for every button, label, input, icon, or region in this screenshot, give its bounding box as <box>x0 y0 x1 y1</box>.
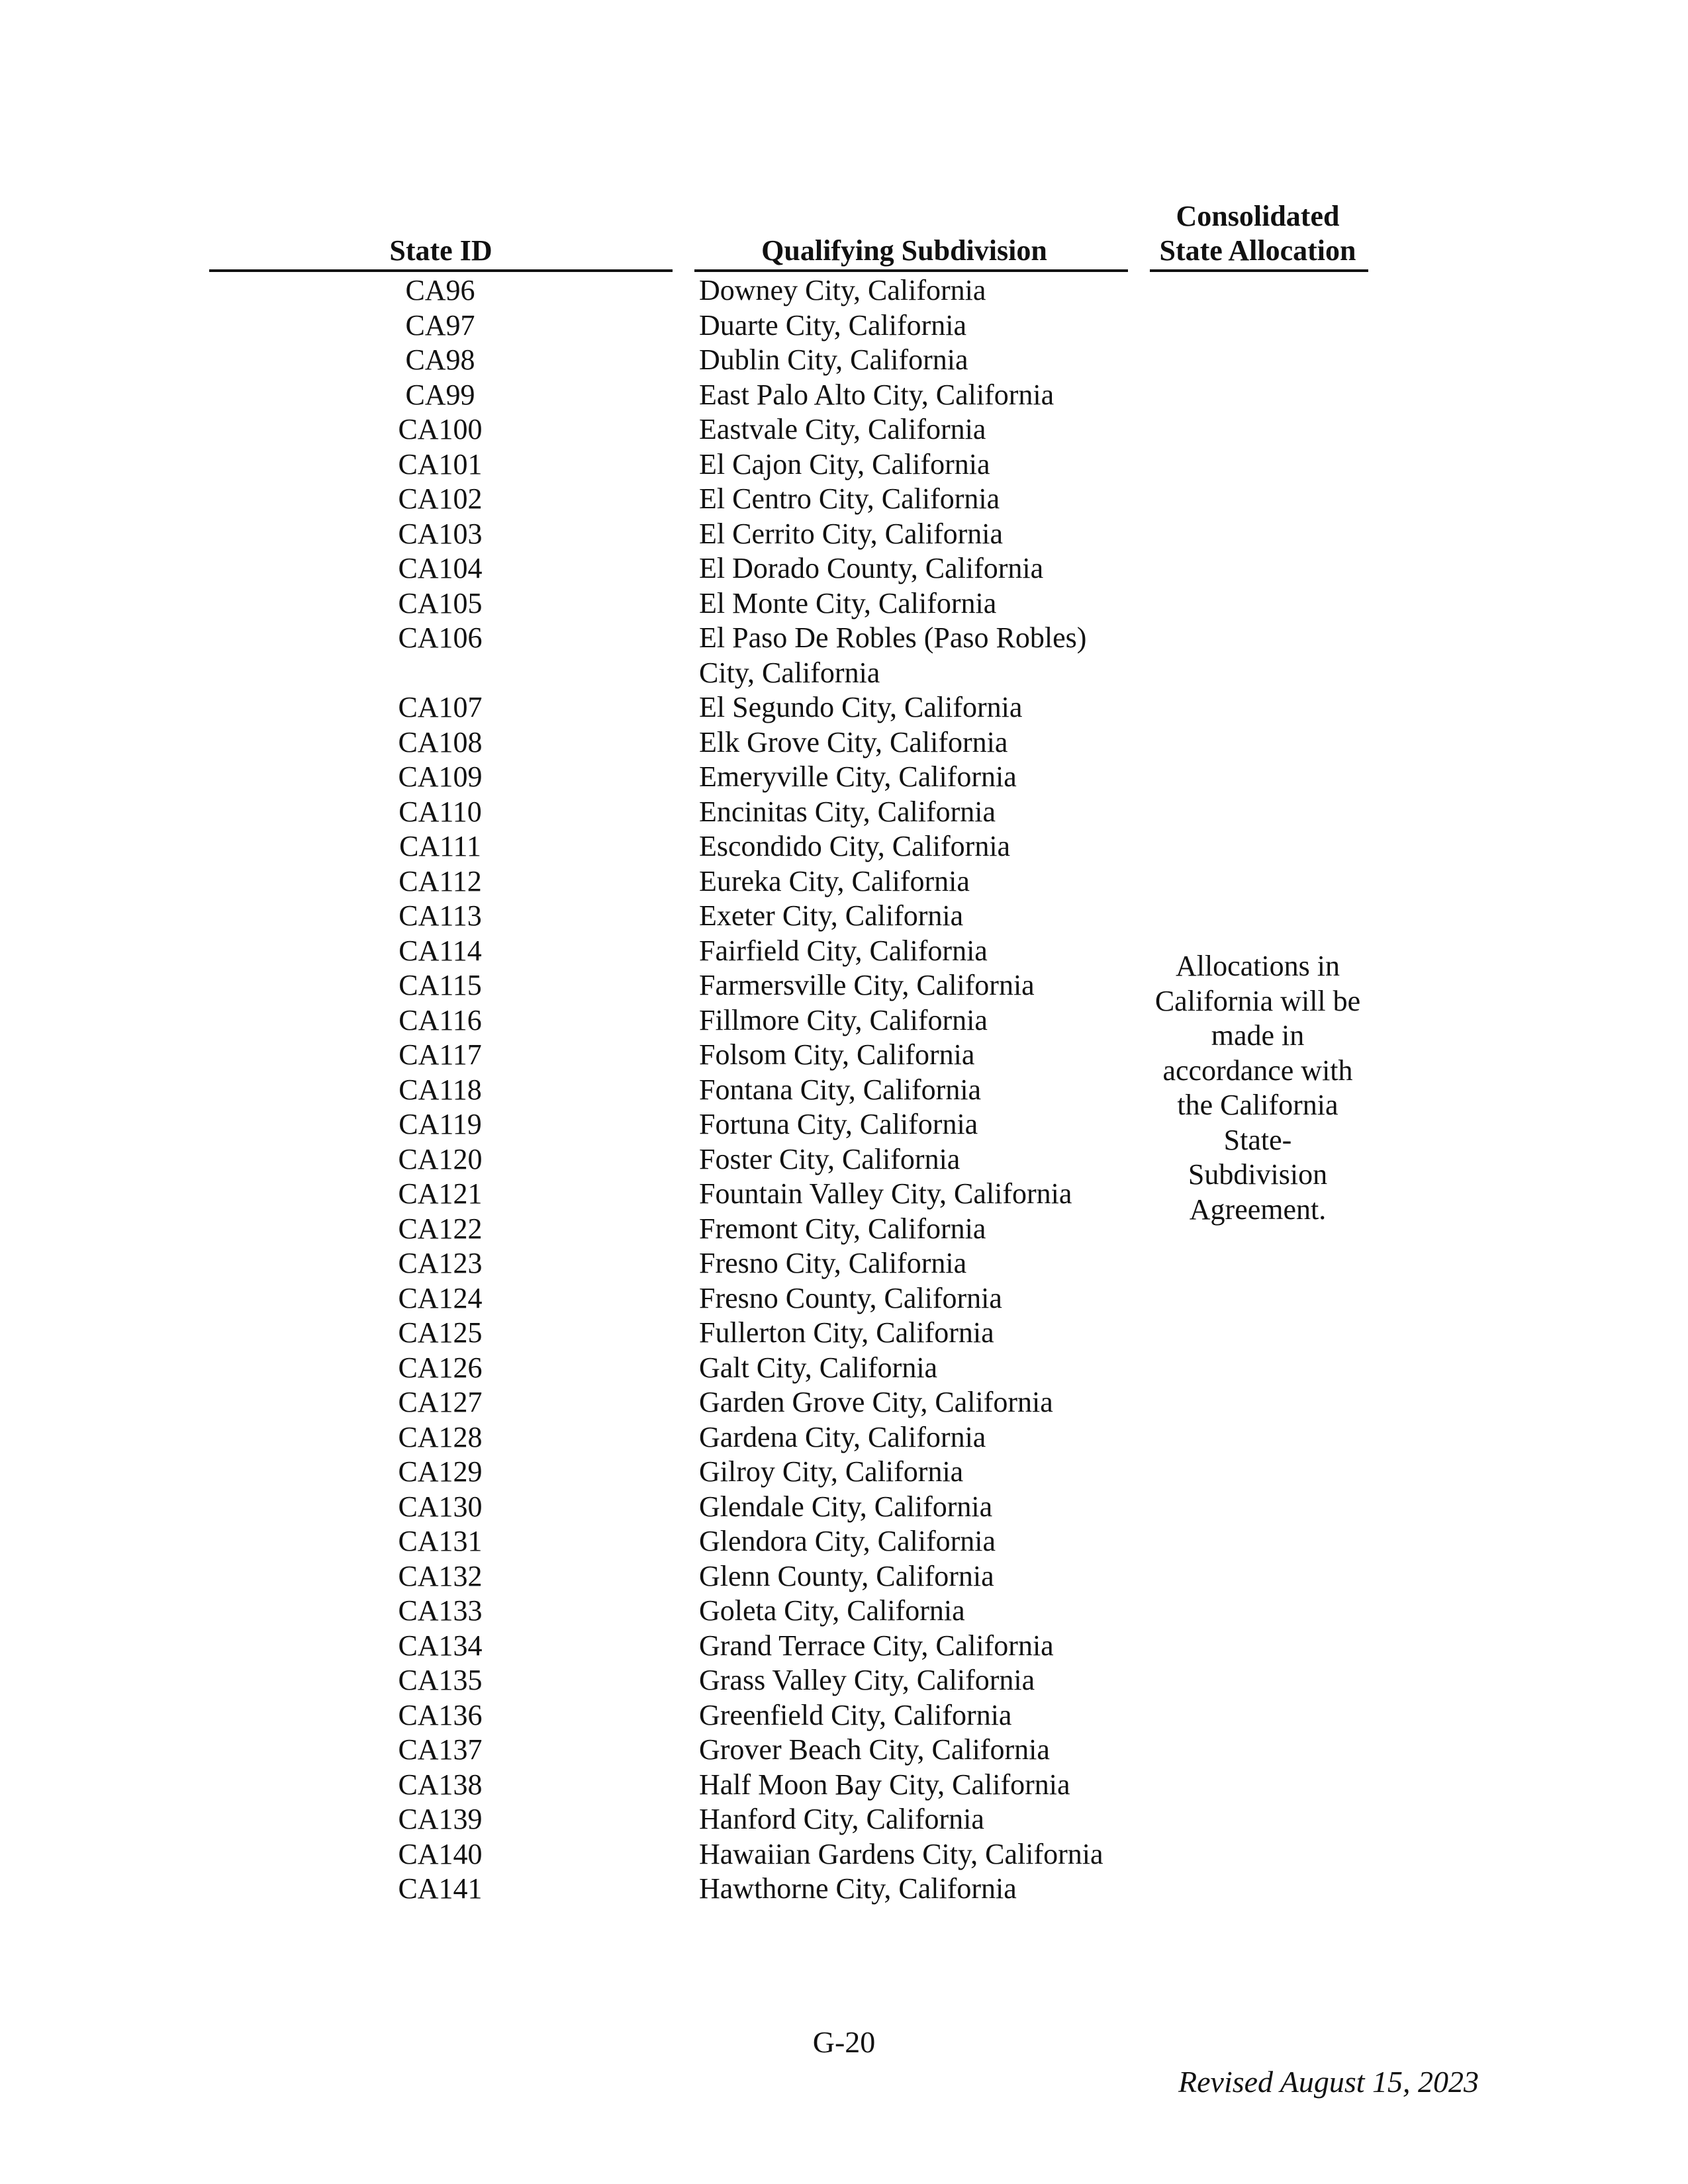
subdivision-cell: Hanford City, California <box>699 1803 984 1835</box>
allocation-note <box>1145 949 1370 1227</box>
table-row <box>0 273 1688 308</box>
allocation-note-line: Agreement. <box>1189 1193 1327 1226</box>
state-id-cell: CA132 <box>398 1559 483 1592</box>
table-row <box>0 829 1688 864</box>
allocation-note-line: California will be <box>1154 984 1361 1017</box>
subdivision-cell: El Centro City, California <box>699 482 1000 515</box>
subdivision-cell: Dublin City, California <box>699 343 968 376</box>
subdivision-cell: Hawaiian Gardens City, California <box>699 1837 1103 1870</box>
state-id-cell: CA115 <box>399 969 482 1001</box>
table-row <box>0 1802 1688 1837</box>
header-state-id: State ID <box>389 234 492 267</box>
table-row <box>0 1385 1688 1420</box>
subdivision-cell: Foster City, California <box>699 1142 961 1175</box>
table-row <box>0 1559 1688 1594</box>
state-id-cell: CA116 <box>399 1003 482 1036</box>
table-row <box>0 968 1688 1003</box>
table-row <box>0 864 1688 899</box>
table-row <box>0 934 1688 969</box>
subdivision-cell: Exeter City, California <box>699 899 964 932</box>
state-id-cell: CA127 <box>398 1386 483 1418</box>
allocation-note-line: State- <box>1223 1123 1292 1156</box>
state-id-cell: CA128 <box>398 1420 483 1453</box>
table-row <box>0 1768 1688 1803</box>
header-allocation-line-1: Consolidated <box>1176 200 1340 232</box>
table-row <box>0 378 1688 413</box>
header-qualifying-subdivision: Qualifying Subdivision <box>761 234 1047 267</box>
state-id-cell: CA108 <box>398 725 483 758</box>
subdivision-cell: Folsom City, California <box>699 1038 975 1071</box>
table-row <box>0 447 1688 482</box>
state-id-cell: CA102 <box>398 482 483 515</box>
table-row <box>0 795 1688 830</box>
subdivision-cell: El Paso De Robles (Paso Robles) <box>699 621 1087 654</box>
table-row <box>0 621 1688 690</box>
subdivision-cell-continuation: City, California <box>699 656 880 689</box>
subdivision-cell: Farmersville City, California <box>699 969 1035 1001</box>
subdivision-cell: Fountain Valley City, California <box>699 1177 1072 1210</box>
state-id-cell: CA114 <box>399 934 482 967</box>
state-id-cell: CA96 <box>405 274 475 306</box>
subdivision-cell: Goleta City, California <box>699 1594 965 1627</box>
subdivision-cell: Half Moon Bay City, California <box>699 1768 1070 1801</box>
subdivision-cell: Garden Grove City, California <box>699 1386 1053 1418</box>
state-id-cell: CA104 <box>398 552 483 584</box>
subdivision-cell: Duarte City, California <box>699 308 967 341</box>
table-row <box>0 412 1688 447</box>
state-id-cell: CA100 <box>398 413 483 445</box>
state-id-cell: CA117 <box>399 1038 482 1071</box>
header-rule-allocation <box>1150 269 1368 272</box>
state-id-cell: CA141 <box>398 1872 483 1905</box>
table-row <box>0 1420 1688 1455</box>
table-row <box>0 690 1688 725</box>
state-id-cell: CA138 <box>398 1768 483 1801</box>
subdivision-cell: Fortuna City, California <box>699 1108 978 1140</box>
table-row <box>0 1490 1688 1525</box>
table-row <box>0 725 1688 760</box>
state-id-cell: CA112 <box>399 864 482 897</box>
subdivision-cell: Hawthorne City, California <box>699 1872 1017 1905</box>
state-id-cell: CA130 <box>398 1490 483 1523</box>
state-id-cell: CA121 <box>398 1177 483 1210</box>
subdivision-cell: Downey City, California <box>699 274 986 306</box>
table-row <box>0 1872 1688 1907</box>
state-id-cell: CA113 <box>399 899 482 932</box>
state-id-cell: CA139 <box>398 1803 483 1835</box>
table-row <box>0 1524 1688 1559</box>
table-row <box>0 1281 1688 1316</box>
table-row <box>0 1212 1688 1247</box>
allocation-note-line: accordance with <box>1162 1054 1353 1087</box>
allocation-note-line: the California <box>1177 1089 1338 1121</box>
subdivision-cell: Fillmore City, California <box>699 1003 988 1036</box>
subdivision-cell: Grand Terrace City, California <box>699 1629 1054 1662</box>
subdivision-cell: El Monte City, California <box>699 586 997 619</box>
state-id-cell: CA135 <box>398 1664 483 1696</box>
subdivision-cell: Greenfield City, California <box>699 1698 1012 1731</box>
state-id-cell: CA123 <box>398 1247 483 1279</box>
subdivision-cell: El Dorado County, California <box>699 552 1044 584</box>
state-id-cell: CA109 <box>398 760 483 793</box>
state-id-cell: CA124 <box>398 1281 483 1314</box>
table-row <box>0 1698 1688 1733</box>
subdivision-cell: Fresno County, California <box>699 1281 1002 1314</box>
revised-date: Revised August 15, 2023 <box>1178 2065 1479 2099</box>
allocation-note-line: made in <box>1211 1019 1305 1052</box>
state-id-cell: CA129 <box>398 1455 483 1488</box>
table-row <box>0 1455 1688 1490</box>
state-id-cell: CA110 <box>399 795 482 828</box>
subdivision-cell: East Palo Alto City, California <box>699 378 1055 411</box>
subdivision-cell: Glendora City, California <box>699 1525 996 1557</box>
subdivision-cell: Emeryville City, California <box>699 760 1017 793</box>
state-id-cell: CA137 <box>398 1733 483 1766</box>
table-row <box>0 760 1688 795</box>
state-id-cell: CA111 <box>399 830 481 862</box>
table-row <box>0 1837 1688 1872</box>
subdivision-cell: El Cajon City, California <box>699 447 990 480</box>
subdivision-cell: Galt City, California <box>699 1351 938 1384</box>
table-row <box>0 1629 1688 1664</box>
subdivision-cell: Eastvale City, California <box>699 413 986 445</box>
state-id-cell: CA98 <box>405 343 475 376</box>
state-id-cell: CA99 <box>405 378 475 411</box>
state-id-cell: CA122 <box>398 1212 483 1245</box>
table-row <box>0 1594 1688 1629</box>
subdivision-cell: El Cerrito City, California <box>699 517 1004 550</box>
table-row <box>0 343 1688 378</box>
state-id-cell: CA134 <box>398 1629 483 1662</box>
state-id-cell: CA118 <box>399 1073 482 1106</box>
table-row <box>0 517 1688 552</box>
subdivision-cell: El Segundo City, California <box>699 691 1023 723</box>
table-row <box>0 1733 1688 1768</box>
state-id-cell: CA97 <box>405 308 475 341</box>
state-id-cell: CA105 <box>398 586 483 619</box>
table-row <box>0 551 1688 586</box>
table-row <box>0 586 1688 621</box>
state-id-cell: CA131 <box>398 1525 483 1557</box>
table-row <box>0 1073 1688 1108</box>
state-id-cell: CA120 <box>398 1142 483 1175</box>
subdivision-cell: Gilroy City, California <box>699 1455 964 1488</box>
table-row <box>0 308 1688 343</box>
state-id-cell: CA133 <box>398 1594 483 1627</box>
state-id-cell: CA119 <box>399 1108 482 1140</box>
subdivision-cell: Fresno City, California <box>699 1247 967 1279</box>
header-rule-state-id <box>209 269 673 272</box>
allocation-note-line: Allocations in <box>1175 950 1340 982</box>
allocation-note-line: Subdivision <box>1188 1158 1328 1191</box>
state-id-cell: CA101 <box>398 447 483 480</box>
state-id-cell: CA125 <box>398 1316 483 1349</box>
subdivision-cell: Grover Beach City, California <box>699 1733 1050 1766</box>
table-row <box>0 899 1688 934</box>
table-row <box>0 1316 1688 1351</box>
state-id-cell: CA136 <box>398 1698 483 1731</box>
subdivision-cell: Glendale City, California <box>699 1490 993 1523</box>
state-id-cell: CA106 <box>398 621 483 654</box>
table-row <box>0 1351 1688 1386</box>
subdivision-table-body <box>0 273 1688 1907</box>
subdivision-cell: Elk Grove City, California <box>699 725 1008 758</box>
subdivision-cell: Fontana City, California <box>699 1073 982 1106</box>
header-consolidated-state-allocation <box>1145 199 1370 268</box>
page-number: G-20 <box>812 2025 876 2059</box>
state-id-cell: CA140 <box>398 1837 483 1870</box>
table-row <box>0 1142 1688 1177</box>
state-id-cell: CA107 <box>398 691 483 723</box>
table-row <box>0 1246 1688 1281</box>
subdivision-cell: Encinitas City, California <box>699 795 996 828</box>
subdivision-cell: Grass Valley City, California <box>699 1664 1035 1696</box>
header-allocation-line-2: State Allocation <box>1159 234 1356 267</box>
subdivision-cell: Glenn County, California <box>699 1559 994 1592</box>
table-row <box>0 1038 1688 1073</box>
header-rule-subdivision <box>694 269 1128 272</box>
table-row <box>0 1107 1688 1142</box>
state-id-cell: CA103 <box>398 517 483 550</box>
subdivision-cell: Fairfield City, California <box>699 934 988 967</box>
subdivision-cell: Fullerton City, California <box>699 1316 994 1349</box>
subdivision-cell: Escondido City, California <box>699 830 1011 862</box>
table-row <box>0 1663 1688 1698</box>
subdivision-cell: Eureka City, California <box>699 864 970 897</box>
state-id-cell: CA126 <box>398 1351 483 1384</box>
table-row <box>0 1177 1688 1212</box>
subdivision-cell: Fremont City, California <box>699 1212 986 1245</box>
subdivision-cell: Gardena City, California <box>699 1420 986 1453</box>
table-row <box>0 482 1688 517</box>
table-row <box>0 1003 1688 1038</box>
